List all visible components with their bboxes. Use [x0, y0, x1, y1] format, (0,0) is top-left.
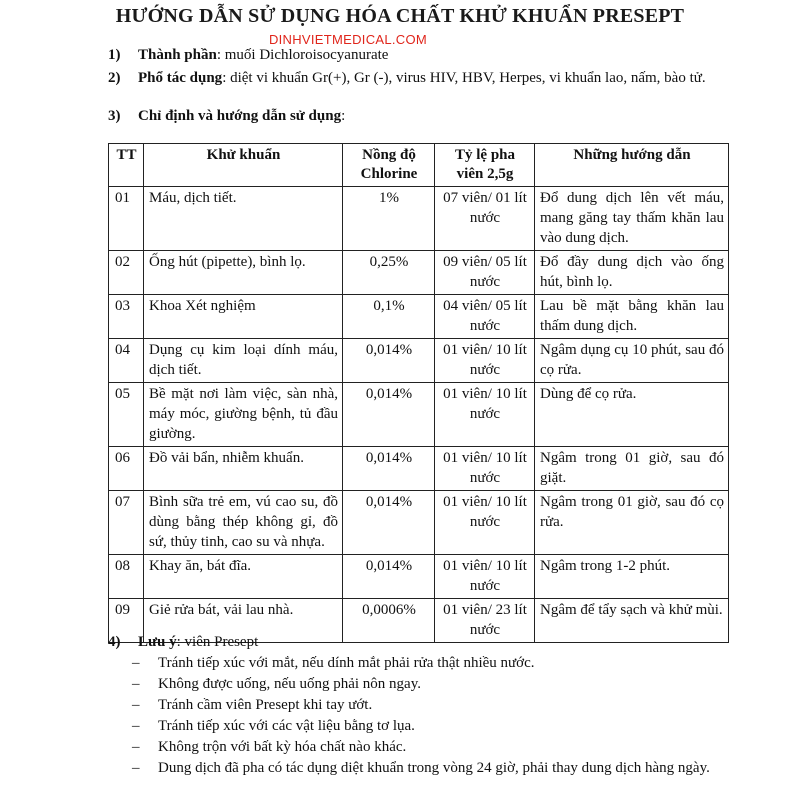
cell-guide: Đổ dung dịch lên vết máu, mang găng tay thấm khăn lau vào dung dịch.: [535, 187, 729, 251]
cell-concentration: 0,1%: [343, 295, 435, 339]
cell-guide: Đổ đầy dung dịch vào ống hút, bình lọ.: [535, 251, 729, 295]
cell-tt: 07: [109, 491, 144, 555]
document-title: HƯỚNG DẪN SỬ DỤNG HÓA CHẤT KHỬ KHUẨN PRESEPT: [115, 5, 685, 27]
dash-bullet: –: [132, 718, 140, 734]
cell-guide: Ngâm dụng cụ 10 phút, sau đó cọ rửa.: [535, 339, 729, 383]
section-number: 1): [108, 47, 121, 63]
cell-guide: Lau bề mặt bằng khăn lau thấm dung dịch.: [535, 295, 729, 339]
dash-bullet: –: [132, 760, 140, 776]
table-row: [109, 555, 729, 599]
table-header-row: [109, 144, 729, 187]
cell-tt: 03: [109, 295, 144, 339]
cell-guide: Dùng để cọ rửa.: [535, 383, 729, 447]
cell-item: Ống hút (pipette), bình lọ.: [144, 251, 343, 295]
note-text: Không được uống, nếu uống phải nôn ngay.: [158, 676, 421, 692]
cell-ratio: 01 viên/ 10 lít nước: [435, 555, 535, 599]
cell-tt: 05: [109, 383, 144, 447]
cell-ratio: 01 viên/ 10 lít nước: [435, 383, 535, 447]
note-text: Dung dịch đã pha có tác dụng diệt khuẩn trong vòng 24 giờ, phải thay dung dịch hàng ngày.: [158, 760, 710, 776]
cell-item: Đồ vải bẩn, nhiễm khuẩn.: [144, 447, 343, 491]
header-item: Khử khuẩn: [144, 144, 343, 187]
cell-guide: Ngâm trong 01 giờ, sau đó cọ rửa.: [535, 491, 729, 555]
cell-ratio: 04 viên/ 05 lít nước: [435, 295, 535, 339]
notes-section: [108, 632, 728, 778]
list-item: [108, 716, 728, 736]
cell-item: Bình sữa trẻ em, vú cao su, đồ dùng bằng thép không gỉ, đồ sứ, thủy tinh, cao su và nhựa.: [144, 491, 343, 555]
table-row: [109, 383, 729, 447]
cell-item: Dụng cụ kim loại dính máu, dịch tiết.: [144, 339, 343, 383]
section-text: : muối Dichloroisocyanurate: [216, 47, 389, 63]
usage-table: [108, 143, 729, 643]
cell-item: Khay ăn, bát đĩa.: [144, 555, 343, 599]
dash-bullet: –: [132, 739, 140, 755]
section-label: Phổ tác dụng: [138, 70, 223, 86]
cell-tt: 06: [109, 447, 144, 491]
dash-bullet: –: [132, 655, 140, 671]
note-text: Tránh cầm viên Presept khi tay ướt.: [158, 697, 373, 713]
cell-concentration: 0,014%: [343, 491, 435, 555]
cell-item: Bề mặt nơi làm việc, sàn nhà, máy móc, giường bệnh, tủ đầu giường.: [144, 383, 343, 447]
note-text: Không trộn với bất kỳ hóa chất nào khác.: [158, 739, 407, 755]
header-tt: TT: [109, 144, 144, 187]
cell-guide: Ngâm để tẩy sạch và khử mùi.: [535, 599, 729, 643]
list-item: [108, 758, 728, 778]
section-number: 4): [108, 634, 121, 650]
section-number: 3): [108, 108, 121, 124]
cell-tt: 01: [109, 187, 144, 251]
list-item: [108, 674, 728, 694]
table-row: [109, 339, 729, 383]
cell-ratio: 07 viên/ 01 lít nước: [435, 187, 535, 251]
header-ratio: Tỷ lệ pha viên 2,5g: [435, 144, 535, 187]
section-label: Thành phần: [138, 47, 217, 63]
cell-concentration: 0,014%: [343, 383, 435, 447]
list-item: [108, 737, 728, 757]
section-usage: [108, 106, 728, 126]
section-spectrum: [108, 68, 728, 108]
cell-tt: 02: [109, 251, 144, 295]
table-row: [109, 251, 729, 295]
cell-concentration: 0,014%: [343, 555, 435, 599]
cell-guide: Ngâm trong 1-2 phút.: [535, 555, 729, 599]
cell-tt: 04: [109, 339, 144, 383]
table-row: [109, 447, 729, 491]
header-concentration: Nồng độ Chlorine: [343, 144, 435, 187]
table-row: [109, 491, 729, 555]
cell-guide: Ngâm trong 01 giờ, sau đó giặt.: [535, 447, 729, 491]
note-text: Tránh tiếp xúc với mắt, nếu dính mắt phải rửa thật nhiều nước.: [158, 655, 535, 671]
section-text: :: [341, 108, 346, 124]
cell-ratio: 01 viên/ 10 lít nước: [435, 491, 535, 555]
cell-ratio: 01 viên/ 10 lít nước: [435, 339, 535, 383]
cell-concentration: 1%: [343, 187, 435, 251]
cell-item: Máu, dịch tiết.: [144, 187, 343, 251]
cell-item: Khoa Xét nghiệm: [144, 295, 343, 339]
section-text: : diệt vi khuẩn Gr(+), Gr (-), virus HIV, HBV, Herpes, vi khuẩn lao, nấm, bào tử.: [222, 70, 706, 86]
section-label: Lưu ý: [138, 634, 177, 650]
section-number: 2): [108, 70, 121, 86]
dash-bullet: –: [132, 697, 140, 713]
notes-list: [108, 653, 728, 778]
cell-concentration: 0,014%: [343, 339, 435, 383]
section-text: : viên Presept: [176, 634, 259, 650]
table-row: [109, 187, 729, 251]
section-composition: [108, 45, 728, 65]
watermark: DINHVIETMEDICAL.COM: [268, 32, 428, 47]
note-text: Tránh tiếp xúc với các vật liệu bằng tơ lụa.: [158, 718, 415, 734]
cell-ratio: 01 viên/ 10 lít nước: [435, 447, 535, 491]
cell-item: Giẻ rửa bát, vải lau nhà.: [144, 599, 343, 643]
cell-concentration: 0,0006%: [343, 599, 435, 643]
cell-tt: 09: [109, 599, 144, 643]
dash-bullet: –: [132, 676, 140, 692]
list-item: [108, 653, 728, 673]
cell-ratio: 01 viên/ 23 lít nước: [435, 599, 535, 643]
cell-concentration: 0,014%: [343, 447, 435, 491]
cell-concentration: 0,25%: [343, 251, 435, 295]
header-guide: Những hướng dẫn: [535, 144, 729, 187]
list-item: [108, 695, 728, 715]
section-label: Chỉ định và hướng dẫn sử dụng: [138, 108, 342, 124]
cell-tt: 08: [109, 555, 144, 599]
table-row: [109, 295, 729, 339]
cell-ratio: 09 viên/ 05 lít nước: [435, 251, 535, 295]
